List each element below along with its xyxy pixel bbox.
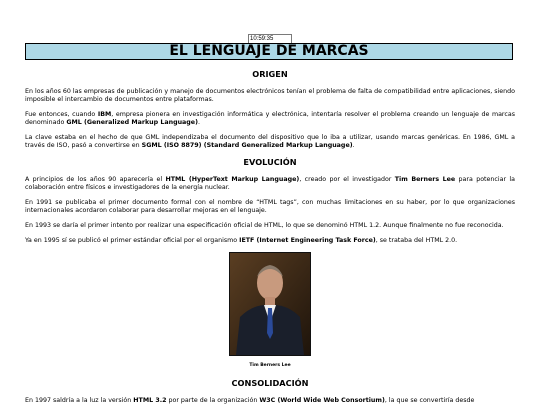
main-content bbox=[25, 66, 515, 412]
text-fragment: . bbox=[197, 119, 200, 126]
bold-term-ibm: IBM bbox=[97, 111, 112, 118]
section-heading-evolucion: EVOLUCIÓN bbox=[243, 157, 297, 167]
text-fragment: , creado por el investigador bbox=[299, 176, 395, 183]
bold-term-html-3-2: HTML 3.2 bbox=[133, 397, 167, 404]
origen-paragraph-3 bbox=[25, 134, 515, 150]
evolucion-paragraph-4 bbox=[25, 237, 515, 245]
portrait-image bbox=[229, 252, 311, 356]
section-heading-consolidacion: CONSOLIDACIÓN bbox=[231, 378, 309, 388]
text-fragment: para potenciar la colaboración entre físicos e investigadores de la energía nuclear. bbox=[25, 176, 516, 191]
evolucion-paragraph-1 bbox=[25, 176, 515, 192]
text-fragment: En 1997 saldría a la luz la versión bbox=[25, 397, 134, 404]
bold-term-html: HTML (HyperText Markup Language) bbox=[165, 176, 300, 183]
text-fragment: , la que se convertiría desde bbox=[384, 397, 475, 404]
text-fragment: La clave estaba en el hecho de que GML independizaba el documento del dispositivo que lo iba a utilizar, usando marcas genéricas. En 1986, GML a través de ISO, pasó a convertirse en bbox=[25, 134, 515, 149]
text-fragment: , se trataba del HTML 2.0. bbox=[375, 237, 458, 244]
evolucion-paragraph-3: En 1993 se daría el primer intento por realizar una especificación oficial de HTML, lo que se denominó HTML 1.2. Aunque finalmente no fue reconocida. bbox=[25, 222, 504, 229]
bold-term-gml: GML (Generalized Markup Language) bbox=[66, 119, 198, 126]
consolidacion-paragraph-1 bbox=[25, 397, 515, 405]
origen-paragraph-1: En los años 60 las empresas de publicación y manejo de documentos electrónicos tenían el problema de falta de compatibilidad entre aplicaciones, siendo imposible el intercambio de documentos entre plataformas. bbox=[25, 88, 515, 103]
portrait-caption: Tim Berners Lee bbox=[249, 363, 291, 368]
text-fragment: por parte de la organización bbox=[166, 397, 260, 404]
bold-term-ietf: IETF (Internet Engineering Task Force) bbox=[239, 237, 376, 244]
text-fragment: Ya en 1995 sí se publicó el primer estándar oficial por el organismo bbox=[25, 237, 240, 244]
bold-term-w3c: W3C (World Wide Web Consortium) bbox=[259, 397, 385, 404]
portrait-figure bbox=[25, 252, 515, 370]
photo-of-man-in-suit-icon bbox=[230, 253, 310, 355]
clock-container bbox=[0, 25, 540, 45]
origen-paragraph-2 bbox=[25, 111, 515, 127]
text-fragment: , empresa pionera en investigación informática y electrónica, intentaría resolver el problema creando un lenguaje de marcas denominado bbox=[25, 111, 515, 126]
page-title: EL LENGUAJE DE MARCAS bbox=[25, 43, 513, 60]
bold-term-tim-berners-lee: Tim Berners Lee bbox=[394, 176, 456, 183]
text-fragment: Fue entonces, cuando bbox=[25, 111, 98, 118]
bold-term-sgml: SGML (ISO 8879) (Standard Generalized Markup Language) bbox=[141, 142, 353, 149]
evolucion-paragraph-2: En 1991 se publicaba el primer documento formal con el nombre de “HTML tags”, con muchas limitaciones en su haber, por lo que organizaciones internacionales acordaron colaborar para desarrollar mejoras en el lenguaje. bbox=[25, 199, 515, 214]
text-fragment: A principios de los años 90 aparecería el bbox=[25, 176, 166, 183]
section-heading-origen: ORIGEN bbox=[252, 69, 288, 79]
text-fragment: . bbox=[352, 142, 355, 149]
